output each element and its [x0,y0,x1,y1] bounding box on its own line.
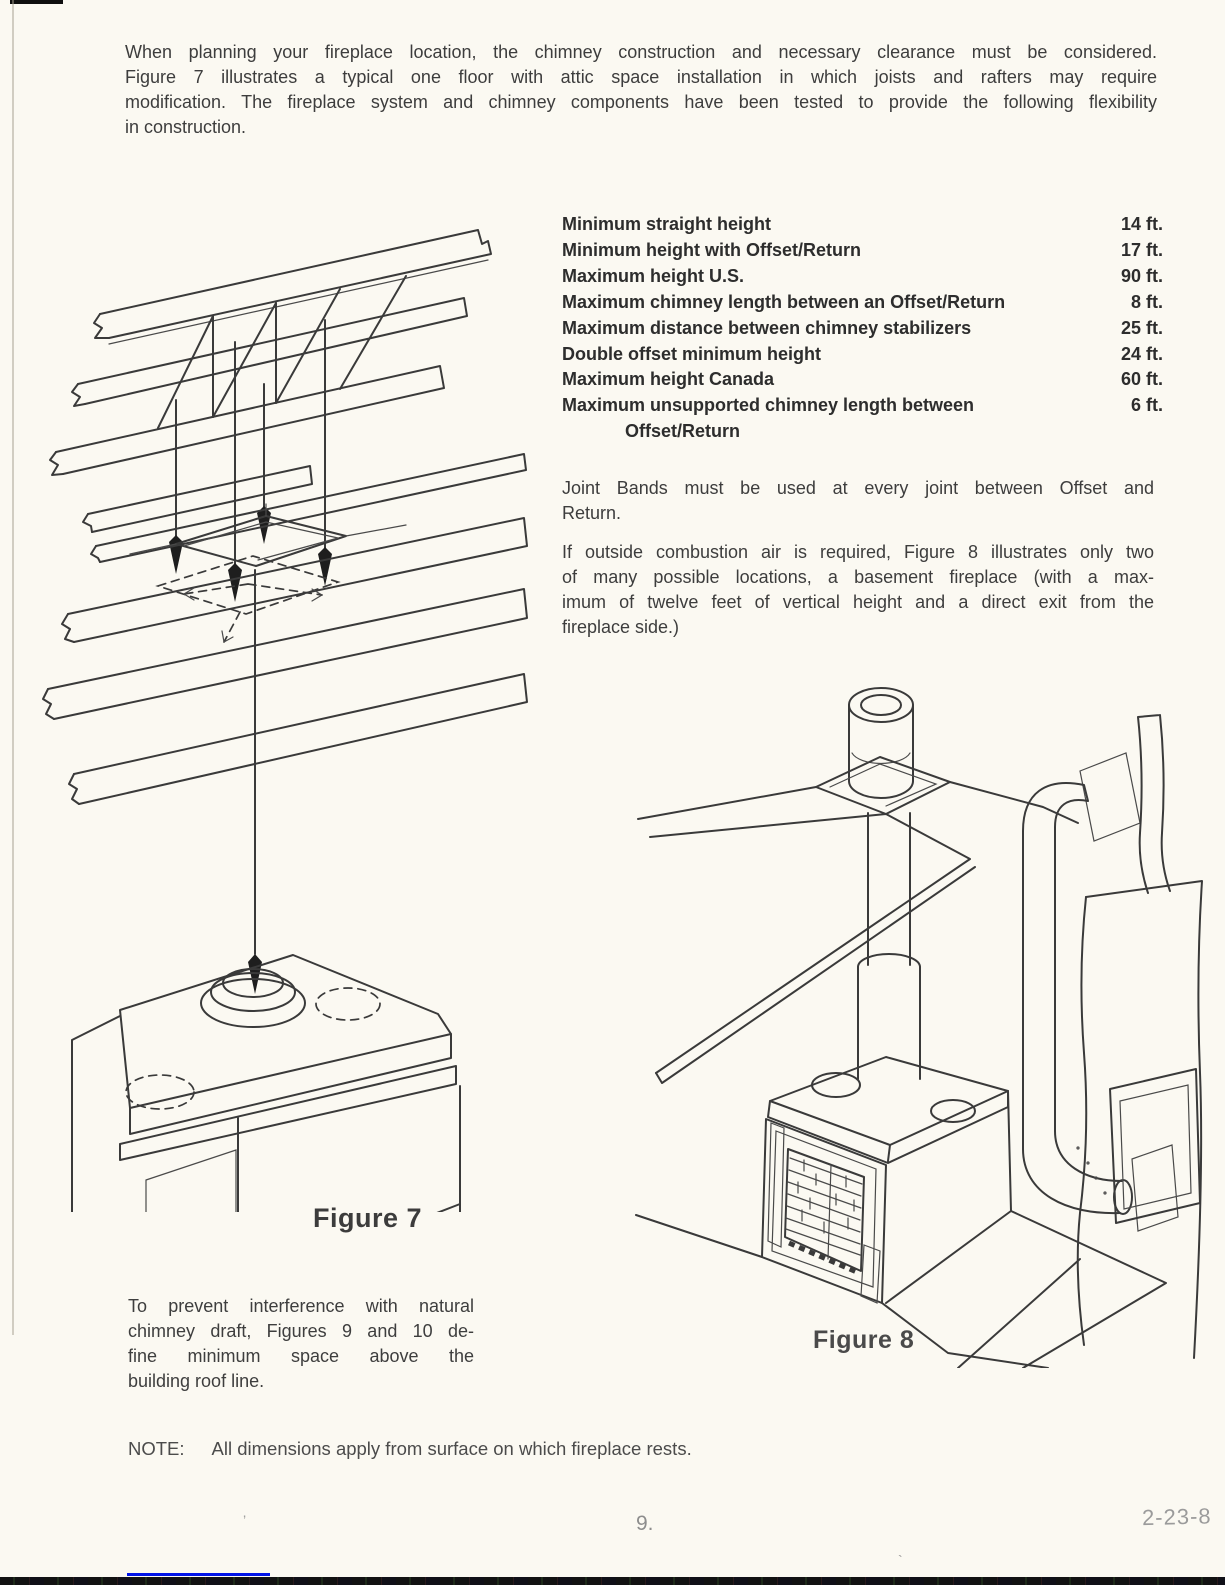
figure7-caption: Figure 7 [313,1203,423,1233]
spec-value: 24 ft. [1120,343,1163,364]
spec-value: 14 ft. [1120,214,1163,234]
text-line: building roof line. [128,1371,265,1391]
text-line: of many possible locations, a basement fireplace (with a max- [562,567,1154,587]
date-stamp: 2-23-8 [1141,1503,1212,1531]
spec-label: Maximum height U.S. [562,265,745,286]
spec-row [562,290,1163,316]
spec-label: Minimum height with Offset/Return [562,239,861,260]
spec-row [562,393,1163,445]
note-text: All dimensions apply from surface on which fireplace rests. [211,1438,692,1459]
spec-value: 8 ft. [1130,291,1163,312]
figure7-drawing [8,192,548,1212]
spec-label [562,393,1093,445]
text-line: Return. [562,503,622,523]
spec-row [562,264,1163,290]
footer-link-underline[interactable] [127,1573,270,1576]
scan-artifact-bottom-band [0,1577,1225,1585]
page-number: 9. [636,1512,654,1535]
scan-speck: ` [898,1552,903,1568]
note-line [128,1438,692,1460]
joint-bands-paragraph [562,476,1154,526]
text-line: chimney draft, Figures 9 and 10 de- [128,1321,474,1341]
combustion-air-paragraph [562,540,1154,640]
text-line: Figure 7 illustrates a typical one floor with attic space installation in which joists and rafters may require [125,67,1157,87]
figure8-basement-fireplace-illustration [618,653,1208,1368]
text-line: fireplace side.) [562,617,680,637]
spec-label-line2: Offset/Return [625,421,741,442]
figure8-drawing [618,653,1208,1368]
text-line: If outside combustion air is required, Figure 8 illustrates only two [562,542,1154,562]
spec-row [562,238,1163,264]
spec-row [562,342,1163,368]
note-label: NOTE: [128,1438,185,1459]
draft-note-paragraph [128,1294,474,1394]
spec-value: 6 ft. [1130,395,1163,416]
text-line: fine minimum space above the [128,1346,474,1366]
spec-row [562,212,1163,238]
text-line: Joint Bands must be used at every joint between Offset and [562,478,1154,498]
spec-value: 60 ft. [1120,369,1163,390]
figure7-joist-rafter-illustration [8,192,548,1212]
scan-artifact-left-edge [12,0,14,1335]
spec-label: Double offset minimum height [562,343,821,364]
spec-value: 90 ft. [1120,265,1163,286]
spec-value: 25 ft. [1120,317,1163,338]
text-line: modification. The fireplace system and chimney components have been tested to provide the following flexibility [125,92,1157,112]
spec-label: Maximum height Canada [562,369,775,390]
spec-row [562,367,1163,393]
text-line: When planning your fireplace location, the chimney construction and necessary clearance must be considered. [125,42,1157,62]
spec-label: Minimum straight height [562,214,771,234]
spec-row [562,316,1163,342]
text-line: To prevent interference with natural [128,1296,474,1316]
text-line: in construction. [125,117,247,137]
spec-label: Maximum chimney length between an Offset/Return [562,291,1006,312]
scan-speck: ’ [243,1512,247,1528]
spec-label: Maximum distance between chimney stabilizers [562,317,972,338]
chimney-spec-list [562,212,1163,445]
spec-label-line1: Maximum unsupported chimney length between [562,395,975,416]
figure8-caption: Figure 8 [813,1326,915,1354]
intro-paragraph [125,40,1157,140]
text-line: imum of twelve feet of vertical height and a direct exit from the [562,592,1154,612]
scan-artifact-top-mark [10,0,63,4]
spec-value: 17 ft. [1120,239,1163,260]
